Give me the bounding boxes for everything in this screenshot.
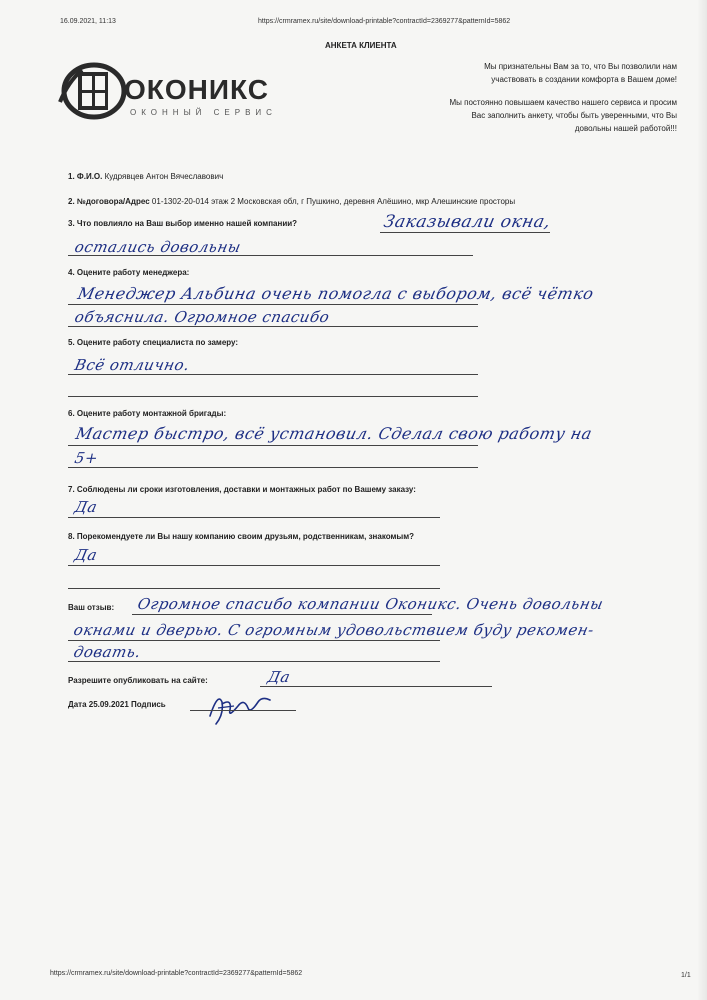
intro-line: участвовать в создании комфорта в Вашем доме!: [491, 75, 677, 84]
review-line-1: Огромное спасибо компании Оконикс. Очень довольны: [136, 595, 606, 613]
publish-label-text: Разрешите опубликовать на сайте:: [68, 676, 208, 685]
question-6-answer-2: 5+: [73, 449, 101, 467]
question-3-text: 3. Что повлияло на Ваш выбор именно нашей компании?: [68, 219, 298, 228]
signature-label: [68, 700, 166, 709]
question-5-answer-1: Всё отлично.: [73, 356, 192, 374]
intro-line: довольны нашей работой!!!: [574, 124, 677, 133]
question-3-label: [68, 219, 297, 228]
review-line-3: довать.: [72, 643, 143, 661]
company-logo: [58, 62, 278, 122]
question-3-answer-2: остались довольны: [73, 238, 243, 256]
question-2: [68, 197, 515, 206]
question-4-text: 4. Оцените работу менеджера:: [68, 268, 190, 277]
print-datetime: 16.09.2021, 11:13: [60, 18, 116, 25]
question-2-label: 2. №договора/Адрес: [68, 197, 150, 206]
answer-line: [68, 445, 478, 446]
publish-label: [68, 676, 208, 685]
question-3-answer-1: Заказывали окна,: [381, 212, 553, 232]
logo-name: ОКОНИКС: [124, 74, 269, 105]
question-6-label: [68, 409, 226, 418]
question-8-text: 8. Порекомендуете ли Вы нашу компанию своим друзьям, родственникам, знакомым?: [68, 532, 415, 541]
intro-line: Мы постоянно повышаем качество нашего сервиса и просим: [449, 98, 677, 107]
answer-line: [132, 614, 432, 615]
footer-page-number: 1/1: [681, 972, 691, 979]
review-label: [68, 603, 114, 612]
question-4-answer-2: объяснила. Огромное спасибо: [73, 308, 332, 326]
question-8-answer-1: Да: [73, 546, 100, 564]
answer-line: [380, 232, 550, 233]
review-line-2: окнами и дверью. С огромным удовольствием буду рекомен-: [72, 621, 596, 639]
question-1: [68, 172, 223, 181]
handwritten-signature: [204, 688, 274, 728]
answer-line: [68, 255, 473, 256]
question-1-label: 1. Ф.И.О.: [68, 172, 103, 181]
logo-tagline: ОКОННЫЙ СЕРВИС: [130, 108, 277, 117]
question-7-answer-1: Да: [73, 498, 100, 516]
answer-line: [68, 304, 478, 305]
page-title: АНКЕТА КЛИЕНТА: [325, 41, 397, 50]
answer-line: [68, 374, 478, 375]
question-4-answer-1: Менеджер Альбина очень помогла с выбором, всё чётко: [75, 284, 596, 303]
print-url: https://crmramex.ru/site/download-printable?contractId=2369277&patternId=5862: [258, 18, 511, 25]
scan-shadow: [697, 0, 707, 1000]
question-1-value: Кудрявцев Антон Вячеславович: [104, 172, 224, 181]
answer-line: [68, 565, 440, 566]
signature-line: [190, 710, 296, 711]
window-logo-icon: [58, 62, 128, 120]
answer-line: [68, 517, 440, 518]
intro-text: [450, 60, 678, 135]
footer-url: https://crmramex.ru/site/download-printable?contractId=2369277&patternId=5862: [50, 970, 303, 977]
question-7-text: 7. Соблюдены ли сроки изготовления, доставки и монтажных работ по Вашему заказу:: [68, 485, 416, 494]
answer-line: [68, 588, 440, 589]
question-7-label: [68, 485, 416, 494]
question-6-answer-1: Мастер быстро, всё установил. Сделал свою работу на: [73, 424, 595, 443]
intro-line: Мы признательны Вам за то, что Вы позволили нам: [484, 62, 677, 71]
answer-line: [68, 326, 478, 327]
question-5-label: [68, 338, 238, 347]
answer-line: [68, 396, 478, 397]
answer-line: [68, 661, 440, 662]
question-5-text: 5. Оцените работу специалиста по замеру:: [68, 338, 239, 347]
question-8-label: [68, 532, 414, 541]
signature-label-text: Дата 25.09.2021 Подпись: [68, 700, 166, 709]
publish-answer: Да: [266, 668, 293, 686]
answer-line: [68, 640, 440, 641]
question-4-label: [68, 268, 189, 277]
answer-line: [260, 686, 492, 687]
intro-line: Вас заполнить анкету, чтобы быть уверенными, что Вы: [471, 111, 677, 120]
question-6-text: 6. Оцените работу монтажной бригады:: [68, 409, 227, 418]
question-2-value: 01-1302-20-014 этаж 2 Московская обл, г Пушкино, деревня Алёшино, мкр Алешинские просторы: [151, 197, 516, 206]
review-label-text: Ваш отзыв:: [68, 603, 115, 612]
answer-line: [68, 467, 478, 468]
